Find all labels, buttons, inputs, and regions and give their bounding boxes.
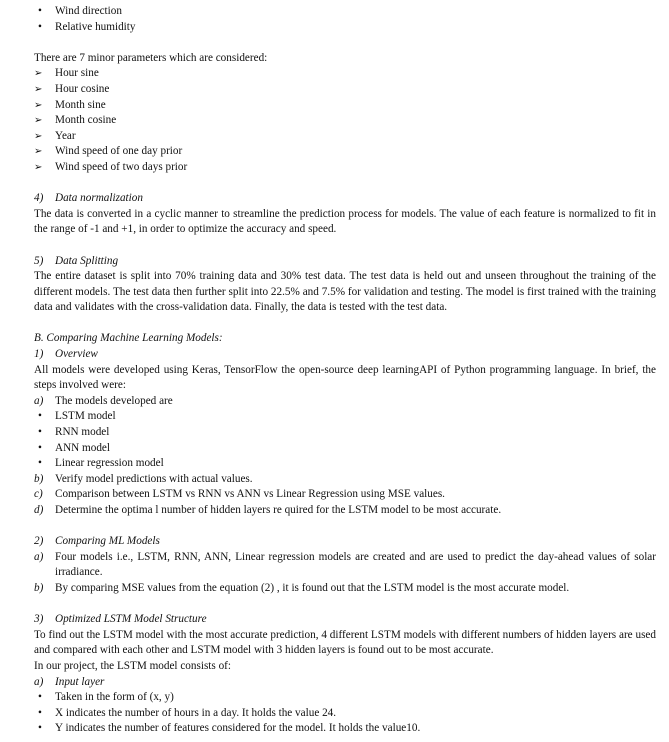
list-item: • Relative humidity xyxy=(34,20,656,36)
list-item: • Y indicates the number of features considered for the model. It holds the value10. xyxy=(34,721,656,737)
list-item: ➢ Month cosine xyxy=(34,113,656,129)
arrow-bullet-icon: ➢ xyxy=(34,68,43,80)
arrow-bullet-icon: ➢ xyxy=(34,130,43,142)
input-layer-list xyxy=(34,690,656,737)
lstm-consists-intro: In our project, the LSTM model consists of: xyxy=(34,659,231,672)
section-heading-data-splitting: 5) Data Splitting xyxy=(34,254,119,267)
section-heading-comparing-models: B. Comparing Machine Learning Models: xyxy=(34,332,223,345)
list-item: ➢ Hour cosine xyxy=(34,82,656,98)
optimized-lstm-body: To find out the LSTM model with the most accurate prediction, 4 different LSTM models with different numbers of hidden layers are used and compared with each other and LSTM model with 3 hidden layers is found out to be most accurate. xyxy=(34,628,656,657)
arrow-bullet-icon: ➢ xyxy=(34,115,43,127)
bullet-icon: • xyxy=(38,20,42,33)
arrow-bullet-icon: ➢ xyxy=(34,146,43,158)
models-list xyxy=(34,409,656,471)
bullet-icon: • xyxy=(38,457,42,470)
minor-params-intro: There are 7 minor parameters which are considered: xyxy=(34,51,268,64)
list-item: ➢ Month sine xyxy=(34,98,656,114)
section-body-data-splitting: The entire dataset is split into 70% training data and 30% test data. The test data is held out and unseen throughout the training of the different models. The test data then further split into 22.5% and 7.5% for validation and testing. The model is first trained with the training data and validates with the cross-validation data. Finally, the data is tested with the test data. xyxy=(34,270,656,314)
list-item: • RNN model xyxy=(34,425,656,441)
bullet-icon: • xyxy=(38,410,42,423)
list-item: • Taken in the form of (x, y) xyxy=(34,690,656,706)
section-body-data-normalization: The data is converted in a cyclic manner to streamline the prediction process for models. The value of each feature is normalized to fit in the range of -1 and +1, in order to optimize the accuracy and speed. xyxy=(34,207,656,236)
arrow-bullet-icon: ➢ xyxy=(34,161,43,173)
bullet-icon: • xyxy=(38,722,42,735)
list-item: • ANN model xyxy=(34,441,656,457)
minor-params-list xyxy=(34,66,656,175)
major-params-list-tail xyxy=(34,4,656,35)
comparing-point-a: a) Four models i.e., LSTM, RNN, ANN, Linear regression models are created and are used to predict the day-ahead values of solar irradiance. xyxy=(34,550,656,579)
comparing-point-b: b) By comparing MSE values from the equation (2) , it is found out that the LSTM model is the most accurate model. xyxy=(34,581,570,594)
bullet-icon: • xyxy=(38,691,42,704)
arrow-bullet-icon: ➢ xyxy=(34,99,43,111)
step-d: d) Determine the optima l number of hidden layers re quired for the LSTM model to be most accurate. xyxy=(34,504,502,516)
step-c: c) Comparison between LSTM vs RNN vs ANN vs Linear Regression using MSE values. xyxy=(34,488,445,501)
subsection-heading-comparing-ml-models: 2) Comparing ML Models xyxy=(34,535,160,548)
list-item: • Linear regression model xyxy=(34,456,656,472)
list-item: • LSTM model xyxy=(34,409,656,425)
subsection-heading-overview: 1) Overview xyxy=(34,348,98,361)
list-item: ➢ Wind speed of one day prior xyxy=(34,144,656,160)
list-item: ➢ Year xyxy=(34,129,656,145)
section-heading-data-normalization: 4) Data normalization xyxy=(34,192,143,205)
list-item: ➢ Wind speed of two days prior xyxy=(34,160,656,176)
list-item: • X indicates the number of hours in a day. It holds the value 24. xyxy=(34,706,656,722)
list-item: ➢ Hour sine xyxy=(34,66,656,82)
arrow-bullet-icon: ➢ xyxy=(34,83,43,95)
bullet-icon: • xyxy=(38,426,42,439)
step-b: b) Verify model predictions with actual values. xyxy=(34,472,253,485)
document-page xyxy=(34,4,656,737)
bullet-icon: • xyxy=(38,706,42,719)
list-item: • Wind direction xyxy=(34,4,656,20)
subsection-heading-optimized-lstm: 3) Optimized LSTM Model Structure xyxy=(34,613,207,626)
overview-body: All models were developed using Keras, TensorFlow the open-source deep learningAPI of Python programming language. In brief, the steps involved were: xyxy=(34,363,656,392)
step-a: a) The models developed are xyxy=(34,394,173,407)
bullet-icon: • xyxy=(38,441,42,454)
bullet-icon: • xyxy=(38,5,42,17)
input-layer-heading: a) Input layer xyxy=(34,675,105,688)
